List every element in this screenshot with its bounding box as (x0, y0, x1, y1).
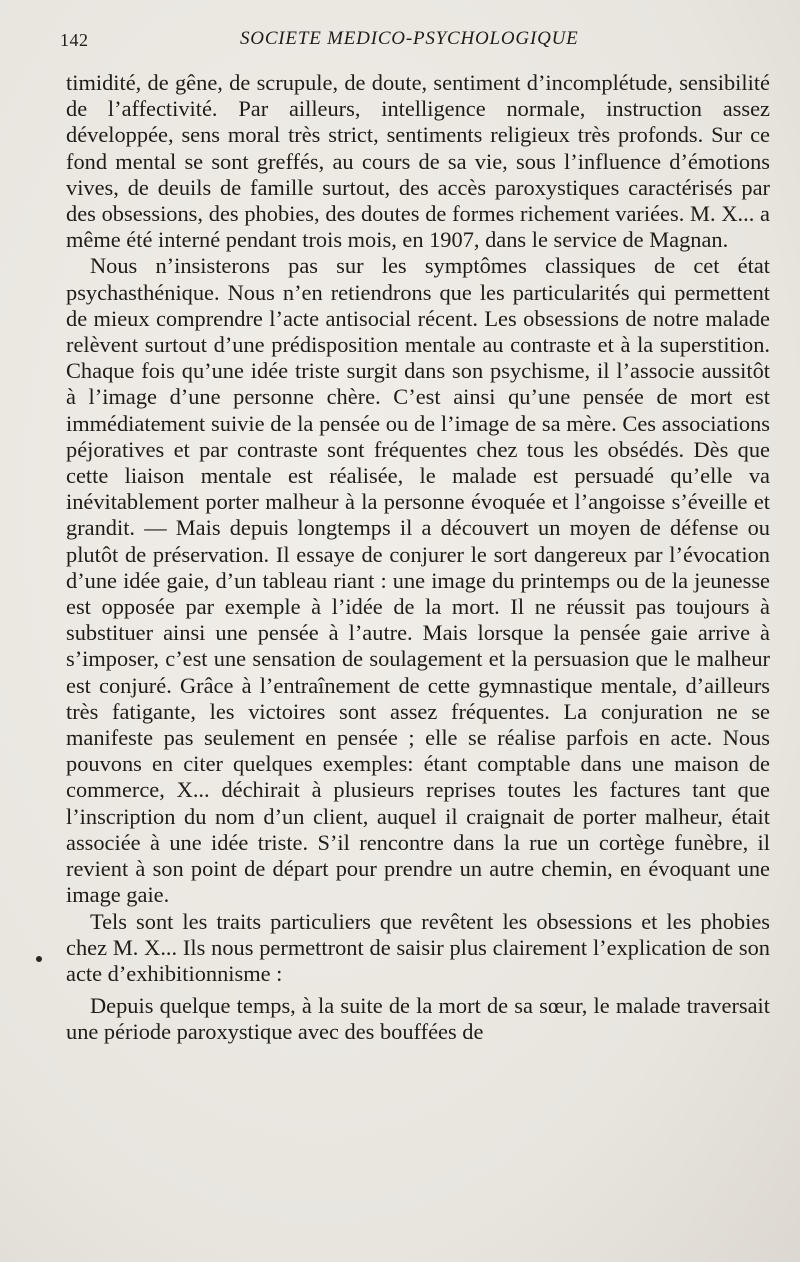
page-number: 142 (60, 30, 89, 50)
running-title: SOCIETE MEDICO-PSYCHOLOGIQUE (240, 28, 579, 49)
page-header (60, 26, 770, 56)
paragraph-continued: timidité, de gêne, de scrupule, de doute, sentiment d’incomplétude, sensibilité de l’affectivité. Par ailleurs, intelligence normale, instruction assez développée, sens moral très strict, sentiments religieux très profonds. Sur ce fond mental se sont greffés, au cours de sa vie, sous l’influence d’émotions vives, de deuils de famille surtout, des accès paroxystiques caractérisés par des obsessions, des phobies, des doutes de formes richement variées. M. X... a même été interné pendant trois mois, en 1907, dans le service de Magnan. (66, 70, 770, 253)
paragraph-symptoms: Nous n’insisterons pas sur les symptômes classiques de cet état psychasthénique. Nous n’en retiendrons que les particularités qui permettent de mieux comprendre l’acte antisocial récent. Les obsessions de notre malade relèvent surtout d’une prédisposition mentale au contraste et à la superstition. Chaque fois qu’une idée triste surgit dans son psychisme, il l’associe aussitôt à l’image d’une personne chère. C’est ainsi qu’une pensée de mort est immédiatement suivie de la pensée ou de l’image de sa mère. Ces associations péjoratives et par contraste sont fréquentes chez tous les obsédés. Dès que cette liaison mentale est réalisée, le malade est persuadé qu’elle va inévitablement porter malheur à la personne évoquée et l’angoisse s’éveille et grandit. — Mais depuis longtemps il a découvert un moyen de défense ou plutôt de préservation. Il essaye de conjurer le sort dangereux par l’évocation d’une idée gaie, d’un tableau riant : une image du printemps ou de la jeunesse est opposée par exemple à l’idée de la mort. Il ne réussit pas toujours à substituer ainsi une pensée à l’autre. Mais lorsque la pensée gaie arrive à s’imposer, c’est une sensation de soulagement et la persuasion que le malheur est conjuré. Grâce à l’entraînement de cette gymnastique mentale, d’ailleurs très fatigante, les victoires sont assez fréquentes. La conjuration ne se manifeste pas seulement en pensée ; elle se réalise parfois en acte. Nous pouvons en citer quelques exemples: étant comptable dans une maison de commerce, X... déchirait à plusieurs reprises toutes les factures tant que l’inscription du nom d’un client, auquel il craignait de porter malheur, était associée à une idée triste. S’il rencontre dans la rue un cortège funèbre, il revient à son point de départ pour prendre un autre chemin, en évoquant une image gaie. (66, 253, 770, 908)
paragraph-period: Depuis quelque temps, à la suite de la mort de sa sœur, le malade traversait une période paroxystique avec des bouffées de (66, 993, 770, 1045)
paragraph-traits: Tels sont les traits particuliers que revêtent les obsessions et les phobies chez M. X... Ils nous permettront de saisir plus clairement l’explication de son acte d’exhibitionnisme : (66, 908, 770, 986)
body-text (66, 70, 770, 1046)
margin-dot (36, 956, 42, 962)
